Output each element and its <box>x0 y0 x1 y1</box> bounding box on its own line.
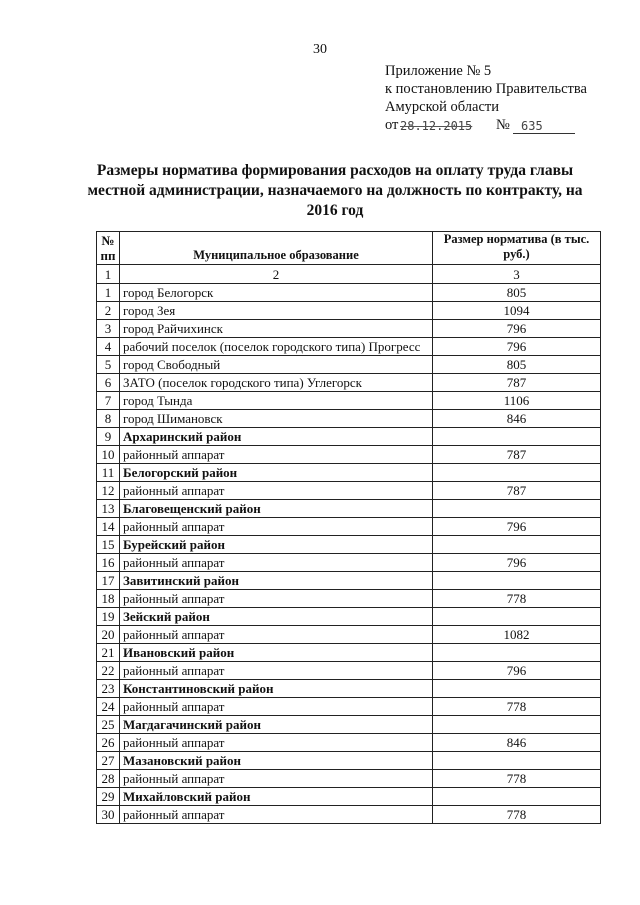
row-norm-value <box>433 644 601 662</box>
table-row <box>97 500 601 518</box>
row-number: 21 <box>97 644 120 662</box>
row-number: 1 <box>97 284 120 302</box>
table-row <box>97 338 601 356</box>
row-norm-value: 805 <box>433 284 601 302</box>
row-municipality: районный аппарат <box>120 806 433 824</box>
table-row <box>97 482 601 500</box>
row-norm-value: 796 <box>433 338 601 356</box>
row-municipality: Константиновский район <box>120 680 433 698</box>
row-norm-value: 846 <box>433 734 601 752</box>
row-norm-value <box>433 752 601 770</box>
row-norm-value: 787 <box>433 374 601 392</box>
row-number: 5 <box>97 356 120 374</box>
row-municipality: Зейский район <box>120 608 433 626</box>
index-cell: 3 <box>433 265 601 284</box>
table-row <box>97 734 601 752</box>
table-row <box>97 302 601 320</box>
row-number: 25 <box>97 716 120 734</box>
row-municipality: районный аппарат <box>120 590 433 608</box>
row-number: 18 <box>97 590 120 608</box>
row-municipality: районный аппарат <box>120 446 433 464</box>
row-number: 13 <box>97 500 120 518</box>
row-municipality: районный аппарат <box>120 482 433 500</box>
table-row <box>97 608 601 626</box>
header-number-line-2: пп <box>100 248 116 263</box>
row-number: 4 <box>97 338 120 356</box>
row-number: 29 <box>97 788 120 806</box>
row-municipality: районный аппарат <box>120 662 433 680</box>
table-row <box>97 662 601 680</box>
row-municipality: Михайловский район <box>120 788 433 806</box>
row-norm-value: 796 <box>433 518 601 536</box>
row-number: 7 <box>97 392 120 410</box>
row-number: 11 <box>97 464 120 482</box>
row-municipality: Архаринский район <box>120 428 433 446</box>
decree-date: 28.12.2015 <box>400 119 473 133</box>
row-municipality: районный аппарат <box>120 734 433 752</box>
row-number: 26 <box>97 734 120 752</box>
number-underline <box>513 133 575 134</box>
row-norm-value: 1106 <box>433 392 601 410</box>
row-municipality: Бурейский район <box>120 536 433 554</box>
row-norm-value: 796 <box>433 662 601 680</box>
row-municipality: Завитинский район <box>120 572 433 590</box>
row-number: 27 <box>97 752 120 770</box>
index-cell: 2 <box>120 265 433 284</box>
table-row <box>97 788 601 806</box>
table-row <box>97 626 601 644</box>
table-row <box>97 590 601 608</box>
row-municipality: город Тында <box>120 392 433 410</box>
norms-table <box>96 231 601 824</box>
row-municipality: Благовещенский район <box>120 500 433 518</box>
table-row <box>97 284 601 302</box>
row-norm-value: 796 <box>433 320 601 338</box>
row-number: 16 <box>97 554 120 572</box>
table-row <box>97 770 601 788</box>
row-number: 23 <box>97 680 120 698</box>
header-municipality: Муниципальное образование <box>120 232 433 265</box>
table-row <box>97 554 601 572</box>
table-row <box>97 410 601 428</box>
row-number: 28 <box>97 770 120 788</box>
table-row <box>97 518 601 536</box>
row-municipality: районный аппарат <box>120 518 433 536</box>
row-number: 6 <box>97 374 120 392</box>
row-municipality: город Шимановск <box>120 410 433 428</box>
row-norm-value <box>433 464 601 482</box>
table-row <box>97 644 601 662</box>
table-row <box>97 536 601 554</box>
row-norm-value: 787 <box>433 446 601 464</box>
appendix-line-2: к постановлению Правительства <box>385 81 587 97</box>
appendix-line-3: Амурской области <box>385 99 499 115</box>
table-row <box>97 428 601 446</box>
from-label: от <box>385 117 399 133</box>
row-municipality: Белогорский район <box>120 464 433 482</box>
index-cell: 1 <box>97 265 120 284</box>
table-row <box>97 392 601 410</box>
row-norm-value <box>433 428 601 446</box>
row-number: 17 <box>97 572 120 590</box>
table-row <box>97 464 601 482</box>
row-norm-value <box>433 788 601 806</box>
table-row <box>97 752 601 770</box>
appendix-block <box>385 62 587 134</box>
table-row <box>97 356 601 374</box>
table-row <box>97 806 601 824</box>
row-municipality: город Белогорск <box>120 284 433 302</box>
row-norm-value: 778 <box>433 806 601 824</box>
row-number: 2 <box>97 302 120 320</box>
row-norm-value: 787 <box>433 482 601 500</box>
header-norm-size: Размер норматива (в тыс. руб.) <box>433 232 601 265</box>
row-norm-value: 796 <box>433 554 601 572</box>
row-municipality: районный аппарат <box>120 770 433 788</box>
row-municipality: город Зея <box>120 302 433 320</box>
row-number: 22 <box>97 662 120 680</box>
table-row <box>97 716 601 734</box>
document-title: Размеры норматива формирования расходов на оплату труда главы местной администрации, назначаемого на должность по контракту, на 2016 год <box>87 162 583 219</box>
table-row <box>97 572 601 590</box>
number-label: № <box>496 117 510 133</box>
row-municipality: ЗАТО (поселок городского типа) Углегорск <box>120 374 433 392</box>
table-row <box>97 680 601 698</box>
header-number <box>97 232 120 265</box>
row-number: 14 <box>97 518 120 536</box>
page-number: 30 <box>313 42 327 57</box>
row-norm-value <box>433 680 601 698</box>
row-municipality: Мазановский район <box>120 752 433 770</box>
row-norm-value <box>433 536 601 554</box>
row-norm-value: 805 <box>433 356 601 374</box>
row-number: 10 <box>97 446 120 464</box>
table-row <box>97 446 601 464</box>
row-municipality: районный аппарат <box>120 554 433 572</box>
row-norm-value: 778 <box>433 770 601 788</box>
row-number: 19 <box>97 608 120 626</box>
decree-number: 635 <box>521 119 543 133</box>
table-row <box>97 374 601 392</box>
row-number: 9 <box>97 428 120 446</box>
row-number: 15 <box>97 536 120 554</box>
row-norm-value: 846 <box>433 410 601 428</box>
row-norm-value: 778 <box>433 590 601 608</box>
row-number: 8 <box>97 410 120 428</box>
row-municipality: город Свободный <box>120 356 433 374</box>
table-row <box>97 320 601 338</box>
row-norm-value: 1082 <box>433 626 601 644</box>
appendix-date-line <box>385 116 587 134</box>
row-municipality: районный аппарат <box>120 626 433 644</box>
row-norm-value <box>433 572 601 590</box>
row-number: 12 <box>97 482 120 500</box>
row-norm-value: 778 <box>433 698 601 716</box>
row-norm-value <box>433 500 601 518</box>
row-number: 20 <box>97 626 120 644</box>
norms-table-body <box>97 232 601 824</box>
row-number: 24 <box>97 698 120 716</box>
row-number: 30 <box>97 806 120 824</box>
row-municipality: рабочий поселок (поселок городского типа) Прогресс <box>120 338 433 356</box>
table-row <box>97 698 601 716</box>
row-norm-value <box>433 716 601 734</box>
row-municipality: Магдагачинский район <box>120 716 433 734</box>
row-norm-value <box>433 608 601 626</box>
row-municipality: Ивановский район <box>120 644 433 662</box>
row-municipality: районный аппарат <box>120 698 433 716</box>
header-number-line-1: № <box>101 233 115 248</box>
table-index-row <box>97 265 601 284</box>
row-number: 3 <box>97 320 120 338</box>
row-norm-value: 1094 <box>433 302 601 320</box>
row-municipality: город Райчихинск <box>120 320 433 338</box>
appendix-line-1: Приложение № 5 <box>385 63 492 79</box>
table-header-row <box>97 232 601 265</box>
